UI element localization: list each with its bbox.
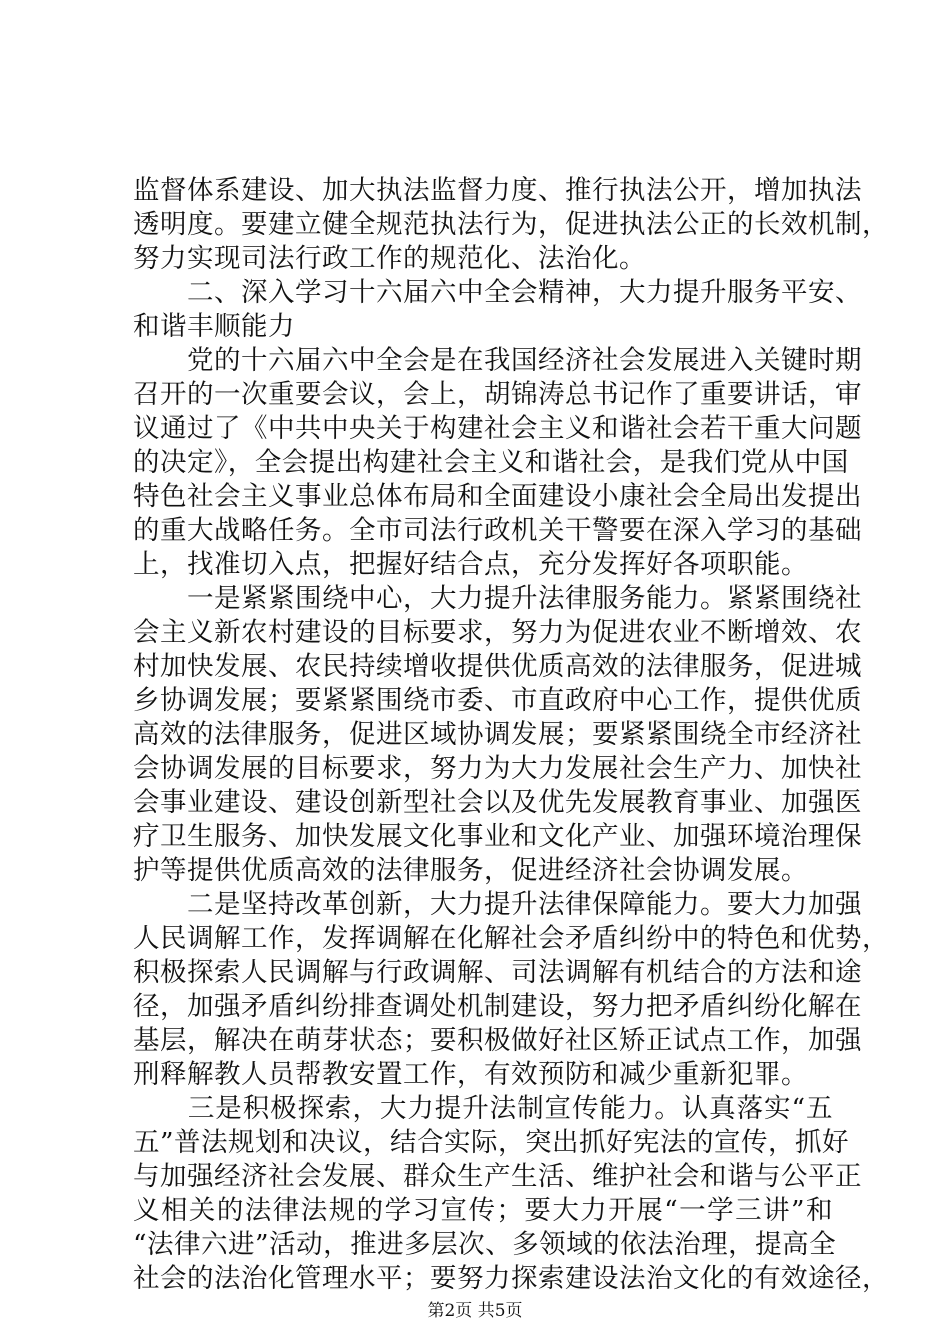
body-line: 乡协调发展；要紧紧围绕市委、市直政府中心工作，提供优质 <box>133 685 862 716</box>
body-line: 监督体系建设、加大执法监督力度、推行执法公开，增加执法 <box>133 175 862 206</box>
body-line: 高效的法律服务，促进区域协调发展；要紧紧围绕全市经济社 <box>133 719 862 750</box>
body-line: 三是积极探索，大力提升法制宣传能力。认真落实“五 <box>133 1093 833 1124</box>
body-line: 人民调解工作，发挥调解在化解社会矛盾纠纷中的特色和优势， <box>133 923 889 954</box>
body-line: 议通过了《中共中央关于构建社会主义和谐社会若干重大问题 <box>133 413 862 444</box>
body-line: 透明度。要建立健全规范执法行为，促进执法公正的长效机制， <box>133 209 889 240</box>
page-number-footer: 第2页 共5页 <box>427 1301 523 1321</box>
body-line: 社会的法治化管理水平；要努力探索建设法治文化的有效途径， <box>133 1263 889 1294</box>
body-line: 的决定》，全会提出构建社会主义和谐社会，是我们党从中国 <box>133 447 849 478</box>
body-line: 二是坚持改革创新，大力提升法律保障能力。要大力加强 <box>133 889 862 920</box>
body-line: 召开的一次重要会议，会上，胡锦涛总书记作了重要讲话，审 <box>133 379 862 410</box>
body-line: 基层，解决在萌芽状态；要积极做好社区矫正试点工作，加强 <box>133 1025 862 1056</box>
body-line: 特色社会主义事业总体布局和全面建设小康社会全局出发提出 <box>133 481 862 512</box>
body-line: 与加强经济社会发展、群众生产生活、维护社会和谐与公平正 <box>133 1161 862 1192</box>
body-line: 一是紧紧围绕中心，大力提升法律服务能力。紧紧围绕社 <box>133 583 862 614</box>
body-line: “法律六进”活动，推进多层次、多领域的依法治理，提高全 <box>133 1229 837 1260</box>
body-line: 会主义新农村建设的目标要求，努力为促进农业不断增效、农 <box>133 617 862 648</box>
body-line: 疗卫生服务、加快发展文化事业和文化产业、加强环境治理保 <box>133 821 862 852</box>
body-line: 积极探索人民调解与行政调解、司法调解有机结合的方法和途 <box>133 957 862 988</box>
body-line: 刑释解教人员帮教安置工作，有效预防和减少重新犯罪。 <box>133 1059 808 1090</box>
section-heading-line: 和谐丰顺能力 <box>133 311 295 342</box>
body-line: 上，找准切入点，把握好结合点，充分发挥好各项职能。 <box>133 549 808 580</box>
body-line: 会协调发展的目标要求，努力为大力发展社会生产力、加快社 <box>133 753 862 784</box>
body-line: 义相关的法律法规的学习宣传；要大力开展“一学三讲”和 <box>133 1195 833 1226</box>
body-line: 的重大战略任务。全市司法行政机关干警要在深入学习的基础 <box>133 515 862 546</box>
body-line: 径，加强矛盾纠纷排查调处机制建设，努力把矛盾纠纷化解在 <box>133 991 862 1022</box>
body-line: 党的十六届六中全会是在我国经济社会发展进入关键时期 <box>133 345 862 376</box>
body-line: 努力实现司法行政工作的规范化、法治化。 <box>133 243 646 274</box>
body-line: 护等提供优质高效的法律服务，促进经济社会协调发展。 <box>133 855 808 886</box>
body-line: 会事业建设、建设创新型社会以及优先发展教育事业、加强医 <box>133 787 862 818</box>
body-line: 村加快发展、农民持续增收提供优质高效的法律服务，促进城 <box>133 651 862 682</box>
body-line: 五”普法规划和决议，结合实际，突出抓好宪法的宣传，抓好 <box>133 1127 850 1158</box>
section-heading-line: 二、深入学习十六届六中全会精神，大力提升服务平安、 <box>133 277 862 308</box>
